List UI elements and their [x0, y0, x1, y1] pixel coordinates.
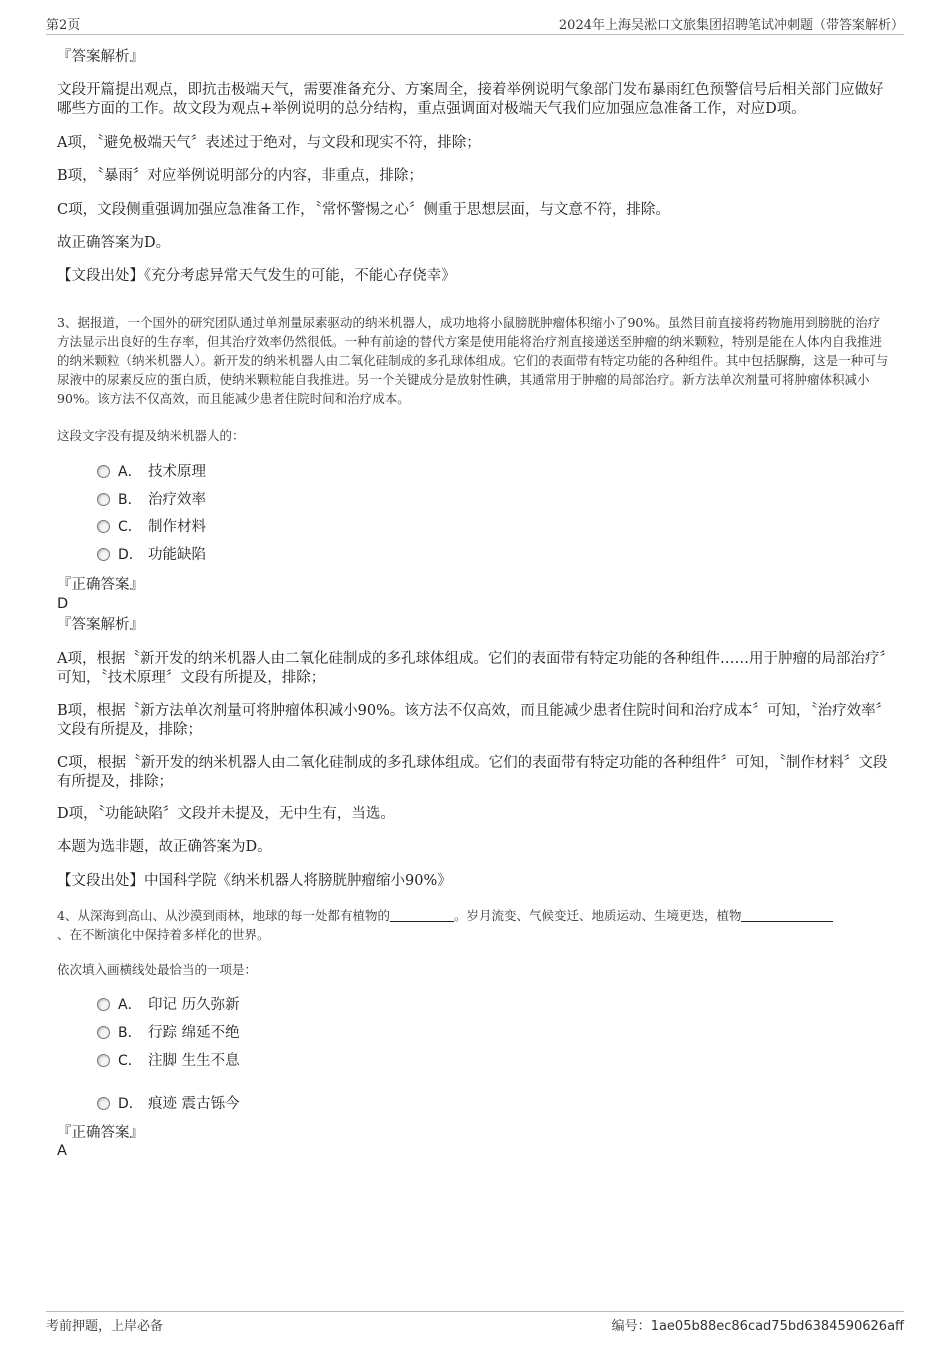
answer-heading: 『正确答案』	[57, 1125, 144, 1141]
analysis-conclusion: 故正确答案为D。	[57, 235, 171, 251]
page-header	[46, 14, 904, 35]
analysis-option-b: B项，根据〝新方法单次剂量可将肿瘤体积减小90%。该方法不仅高效，而且能减少患者住院时间和治疗成本〞可知，〝治疗效率〞文段有所提及，排除；	[57, 703, 891, 738]
correct-answer: A	[57, 1143, 67, 1159]
question-3-option-c[interactable]: C． 制作材料	[97, 518, 206, 536]
question-3-stem: 3、据报道，一个国外的研究团队通过单剂量尿素驱动的纳米机器人，成功地将小鼠膀胱肿瘤体积缩小了90%。虽然目前直接将药物施用到膀胱的治疗方法显示出良好的生存率，但其治疗效率仍然很低。一种有前途的替代方案是使用能将治疗剂直接递送至肿瘤的纳米颗粒，特别是能在人体内自我推进的纳米颗粒（纳米机器人）。新开发的纳米机器人由二氧化硅制成的多孔球体组成。它们的表面带有特定功能的各种组件。其中包括脲酶，这是一种可与尿液中的尿素反应的蛋白质，使纳米颗粒能自我推进。另一个关键成分是放射性碘，其通常用于肿瘤的局部治疗。新方法单次剂量可将肿瘤体积减小90%。该方法不仅高效，而且能减少患者住院时间和治疗成本。	[57, 315, 889, 406]
answer-heading: 『正确答案』	[57, 577, 144, 593]
question-4-option-d[interactable]: D． 痕迹 震古铄今	[97, 1095, 240, 1113]
correct-answer: D	[57, 596, 69, 612]
question-4-option-b[interactable]: B． 行踪 绵延不绝	[97, 1024, 240, 1042]
question-4-stem: 4、从深海到高山、从沙漠到雨林，地球的每一处都有植物的 。岁月流变、气候变迁、地质运动、生境更迭，植物 、在不断演化中保持着多样化的世界。	[57, 906, 891, 944]
radio-icon[interactable]	[97, 548, 110, 561]
question-3-prompt: 这段文字没有提及纳米机器人的：	[57, 428, 245, 443]
radio-icon[interactable]	[97, 465, 110, 478]
serial-number: 编号：1ae05b88ec86cad75bd6384590626aff	[611, 1319, 904, 1334]
source-citation: 【文段出处】《充分考虑异常天气发生的可能，不能心存侥幸》	[57, 268, 456, 284]
question-4-prompt: 依次填入画横线处最恰当的一项是：	[57, 962, 258, 977]
analysis-option-c: C项，文段侧重强调加强应急准备工作，〝常怀警惕之心〞侧重于思想层面，与文意不符，排除。	[57, 202, 670, 218]
document-title: 2024年上海吴淞口文旅集团招聘笔试冲刺题（带答案解析）	[558, 18, 904, 33]
question-4-option-a[interactable]: A． 印记 历久弥新	[97, 996, 240, 1014]
analysis-paragraph: 文段开篇提出观点，即抗击极端天气，需要准备充分、方案周全，接着举例说明气象部门发布暴雨红色预警信号后相关部门应做好哪些方面的工作。故文段为观点+举例说明的总分结构，重点强调面对极端天气我们应加强应急准备工作，对应D项。	[57, 82, 884, 117]
analysis-conclusion: 本题为选非题，故正确答案为D。	[57, 839, 272, 855]
radio-icon[interactable]	[97, 998, 110, 1011]
page-number: 第2页	[46, 18, 81, 33]
analysis-heading: 『答案解析』	[57, 49, 144, 65]
analysis-option-d: D项，〝功能缺陷〞文段并未提及，无中生有，当选。	[57, 806, 395, 822]
question-3-option-b[interactable]: B． 治疗效率	[97, 491, 206, 509]
radio-icon[interactable]	[97, 1026, 110, 1039]
question-3-option-d[interactable]: D． 功能缺陷	[97, 546, 206, 564]
footer-slogan: 考前押题，上岸必备	[46, 1319, 164, 1334]
analysis-heading: 『答案解析』	[57, 617, 144, 633]
analysis-option-a: A项，根据〝新开发的纳米机器人由二氧化硅制成的多孔球体组成。它们的表面带有特定功能的各种组件……用于肿瘤的局部治疗〞可知，〝技术原理〞文段有所提及，排除；	[57, 651, 887, 686]
analysis-option-b: B项，〝暴雨〞对应举例说明部分的内容，非重点，排除；	[57, 168, 423, 184]
radio-icon[interactable]	[97, 493, 110, 506]
analysis-option-a: A项，〝避免极端天气〞表述过于绝对，与文段和现实不符，排除；	[57, 135, 481, 151]
question-3-option-a[interactable]: A． 技术原理	[97, 463, 206, 481]
radio-icon[interactable]	[97, 520, 110, 533]
page-footer	[46, 1311, 904, 1334]
fill-blank	[741, 908, 833, 922]
fill-blank	[390, 908, 454, 922]
analysis-option-c: C项，根据〝新开发的纳米机器人由二氧化硅制成的多孔球体组成。它们的表面带有特定功能的各种组件〞可知，〝制作材料〞文段有所提及，排除；	[57, 755, 888, 790]
radio-icon[interactable]	[97, 1097, 110, 1110]
question-4-option-c[interactable]: C． 注脚 生生不息	[97, 1052, 240, 1070]
source-citation: 【文段出处】中国科学院《纳米机器人将膀胱肿瘤缩小90%》	[57, 873, 452, 889]
radio-icon[interactable]	[97, 1054, 110, 1067]
